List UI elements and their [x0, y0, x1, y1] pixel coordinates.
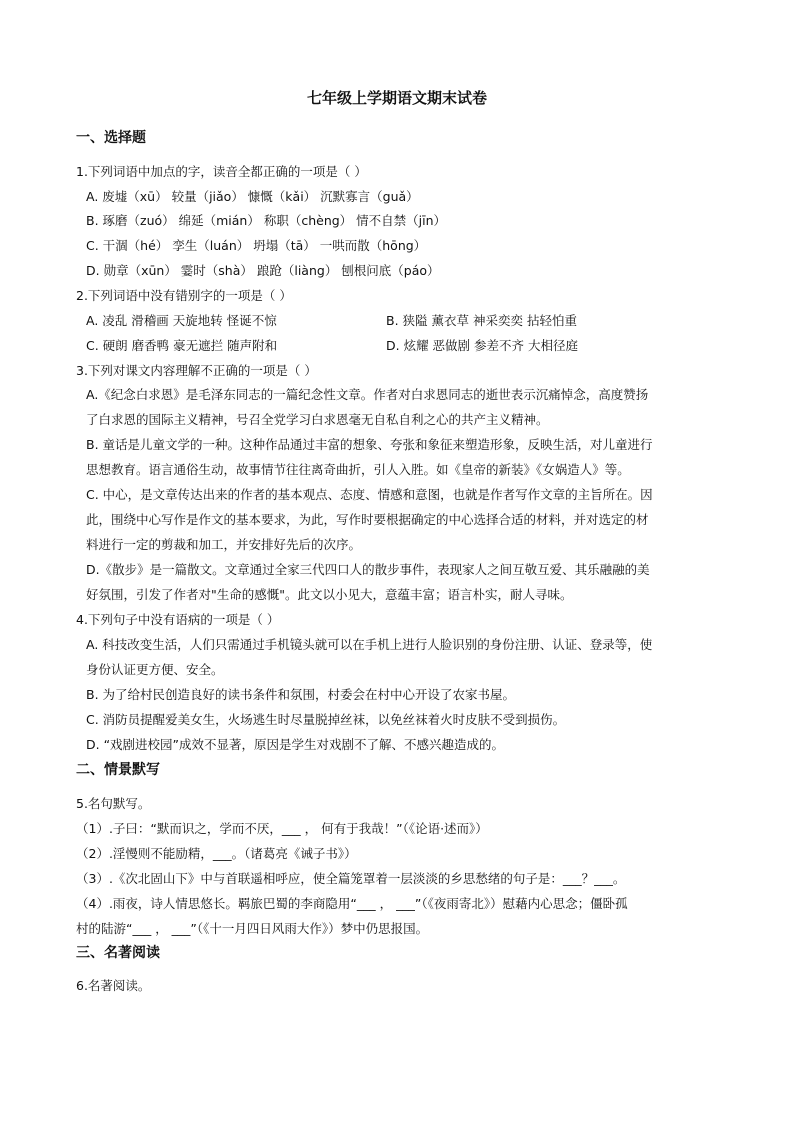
q3-option-a-line1: A.《纪念白求恩》是毛泽东同志的一篇纪念性文章。作者对白求恩同志的逝世表示沉痛悼念，高度赞扬 [86, 387, 649, 402]
q1-stem: 1.下列词语中加点的字，读音全都正确的一项是（ ） [76, 164, 367, 179]
section-heading-classics: 三、名著阅读 [76, 945, 160, 961]
q5-sub3: （3）.《次北固山下》中与首联遥相呼应，使全篇笼罩着一层淡淡的乡思愁绪的句子是：___？___。 [76, 871, 626, 886]
q3-option-c-line1: C. 中心，是文章传达出来的作者的基本观点、态度、情感和意图，也就是作者写作文章的主旨所在。因 [86, 487, 653, 502]
q4-option-c: C. 消防员提醒爱美女生，火场逃生时尽量脱掉丝袜，以免丝袜着火时皮肤不受到损伤。 [86, 712, 566, 727]
q3-option-b-line2: 思想教育。语言通俗生动，故事情节往往离奇曲折，引人入胜。如《皇帝的新装》《女娲造人》等。 [86, 462, 630, 477]
q3-option-a-line2: 了白求恩的国际主义精神，号召全党学习白求恩毫无自私自利之心的共产主义精神。 [86, 412, 549, 427]
q1-option-b: B. 琢磨（zuó） 绵延（mián） 称职（chèng） 情不自禁（jīn） [86, 213, 447, 228]
q5-sub1: （1）.子曰：“默而识之，学而不厌，___ ， 何有于我哉！”（《论语·述而》） [76, 821, 488, 836]
q5-sub4-line1: （4）.雨夜，诗人情思悠长。羁旅巴蜀的李商隐用“___ ， ___”（《夜雨寄北》）慰藉内心思念；僵卧孤 [76, 896, 628, 911]
q6-stem: 6.名著阅读。 [76, 978, 151, 993]
q5-sub4-line2: 村的陆游“___ ， ___”（《十一月四日风雨大作》）梦中仍思报国。 [76, 921, 429, 936]
q2-option-c: C. 硬朗 磨香鸭 豪无遮拦 随声附和 [86, 338, 278, 353]
q2-option-b: B. 狭隘 薰衣草 神采奕奕 拈轻怕重 [386, 313, 577, 328]
section-heading-recitation: 二、情景默写 [76, 762, 160, 778]
q3-option-b-line1: B. 童话是儿童文学的一种。这种作品通过丰富的想象、夸张和象征来塑造形象，反映生活，对儿童进行 [86, 437, 653, 452]
q4-option-d: D. “戏剧进校园”成效不显著，原因是学生对戏剧不了解、不感兴趣造成的。 [86, 737, 505, 752]
q5-stem: 5.名句默写。 [76, 796, 151, 811]
q2-option-d: D. 炫耀 恶做剧 参差不齐 大相径庭 [386, 338, 578, 353]
q3-option-d-line2: 好氛围，引发了作者对"生命的感慨"。此文以小见大，意蕴丰富；语言朴实，耐人寻味。 [86, 587, 573, 602]
q3-option-c-line2: 此，围绕中心写作是作文的基本要求，为此，写作时要根据确定的中心选择合适的材料，并对选定的材 [86, 512, 649, 527]
q4-option-a-line1: A. 科技改变生活，人们只需通过手机镜头就可以在手机上进行人脸识别的身份注册、认证、登录等，使 [86, 637, 653, 652]
q3-stem: 3.下列对课文内容理解不正确的一项是（ ） [76, 363, 317, 378]
q4-option-b: B. 为了给村民创造良好的读书条件和氛围，村委会在村中心开设了农家书屋。 [86, 687, 516, 702]
q1-option-d: D. 勋章（xūn） 霎时（shà） 踉跄（liàng） 刨根问底（páo） [86, 263, 440, 278]
q4-stem: 4.下列句子中没有语病的一项是（ ） [76, 612, 280, 627]
q3-option-c-line3: 料进行一定的剪裁和加工，并安排好先后的次序。 [86, 537, 362, 552]
page-title: 七年级上学期语文期末试卷 [306, 89, 487, 107]
q4-option-a-line2: 身份认证更方便、安全。 [86, 662, 224, 677]
section-heading-choice: 一、选择题 [76, 130, 146, 146]
q2-stem: 2.下列词语中没有错别字的一项是（ ） [76, 288, 292, 303]
q1-option-c: C. 干涸（hé） 孪生（luán） 坍塌（tā） 一哄而散（hōng） [86, 238, 427, 253]
q3-option-d-line1: D.《散步》是一篇散文。文章通过全家三代四口人的散步事件，表现家人之间互敬互爱、其乐融融的美 [86, 562, 650, 577]
q2-option-a: A. 凌乱 滑稽画 天旋地转 怪诞不惊 [86, 313, 277, 328]
q5-sub2: （2）.淫慢则不能励精，___。（诸葛亮《诫子书》） [76, 846, 357, 861]
q1-option-a: A. 废墟（xū） 较量（jiǎo） 慷慨（kǎi） 沉默寡言（guǎ） [86, 189, 419, 204]
